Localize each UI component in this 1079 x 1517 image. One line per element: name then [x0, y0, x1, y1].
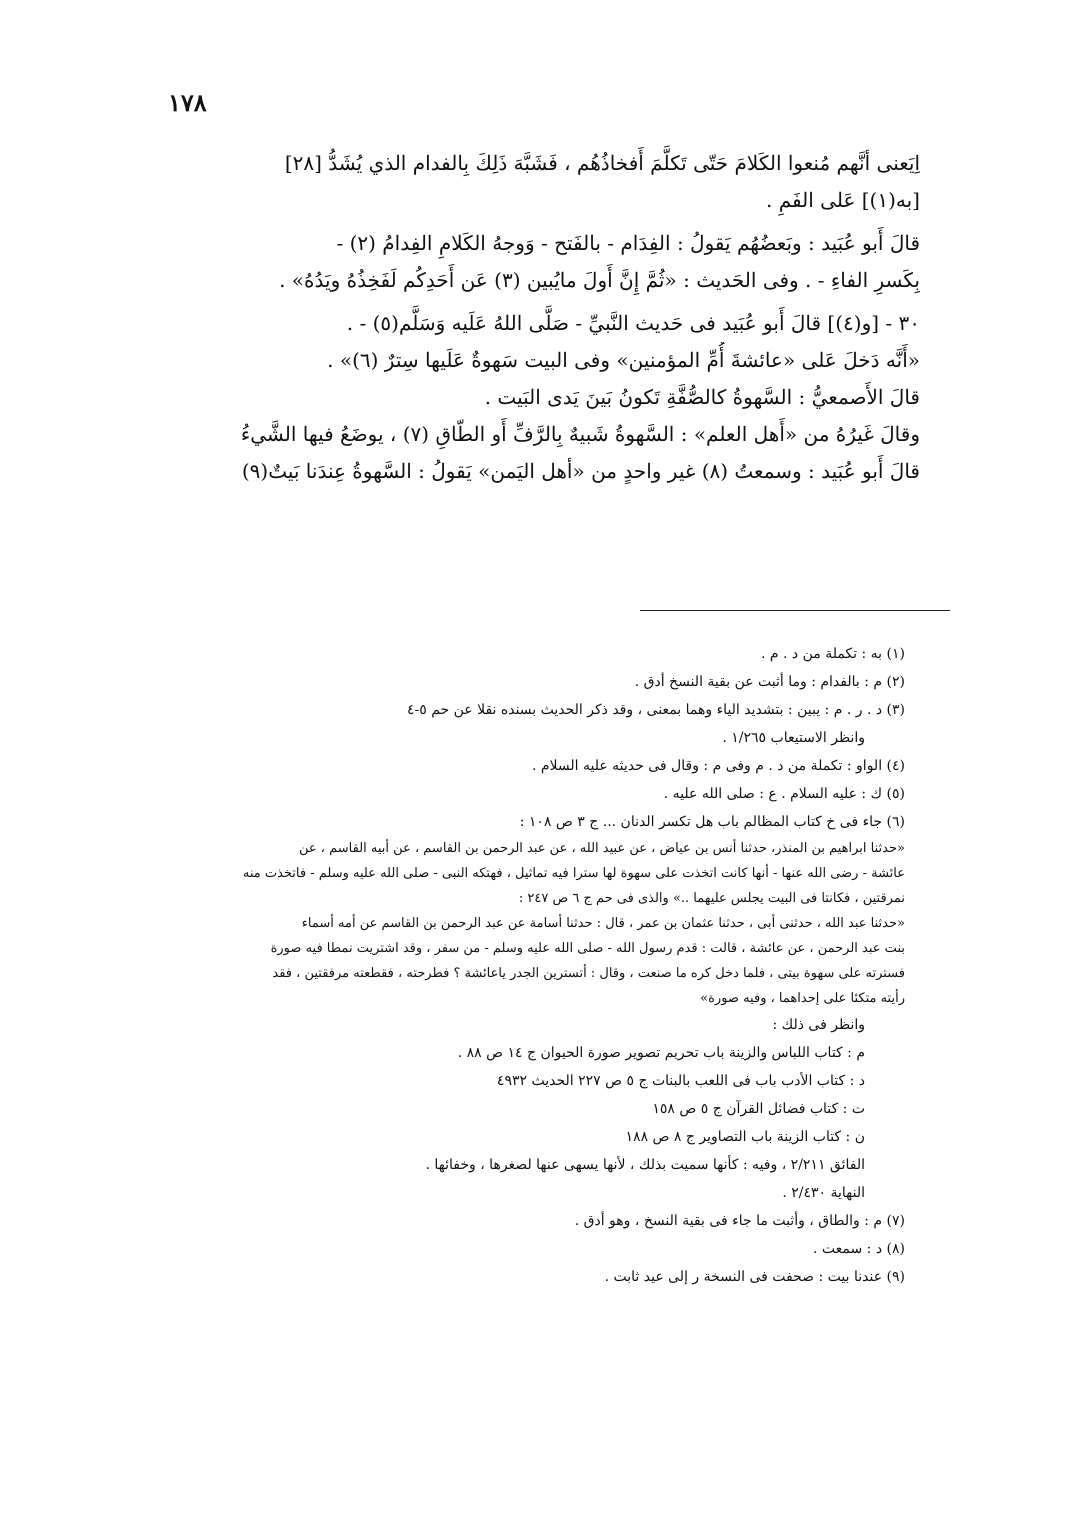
footnote-line: النهاية ٢/٤٣٠ . — [782, 1185, 865, 1201]
page-number: ١٧٨ — [168, 88, 207, 117]
footnote-line: (١) به : تكملة من د . م . — [760, 646, 905, 662]
main-text-line: بِكَسرِ الفاءِ - . وفى الحَديث : «ثُمَّ إِنَّ أَولَ مايُبين (٣) عَن أَحَدِكُم لَفَخِذُهُ ويَدُهُ» . — [279, 268, 920, 292]
footnote-line: وانظر فى ذلك : — [772, 1017, 865, 1033]
footnote-line: «حدثنا ابراهيم بن المنذر، حدثنا أنس بن عياض ، عن عبيد الله ، عن عبد الرحمن بن القاسم ، عن أبيه القاسم ، عن — [299, 841, 905, 856]
main-text-line: [به(١)] عَلى الفَمِ . — [766, 188, 920, 212]
footnote-line: الفائق ٢/٢١١ ، وفيه : كأنها سميت بذلك ، لأنها يسهى عنها لصغرها ، وخفائها . — [425, 1157, 865, 1173]
main-text-line: وقالَ غَيرُهُ من «أَهل العلم» : السَّهوةُ شَبيهٌ بِالرَّفِّ أَو الطّاقِ (٧) ، يوضَعُ فيها الشَّيءُ — [240, 422, 920, 446]
footnote-line: بنت عبد الرحمن ، عن عائشة ، قالت : قدم رسول الله - صلى الله عليه وسلم - من سفر ، وقد اشتريت نمطا فيه صورة — [270, 941, 905, 956]
footnote-line: نمرقتين ، فكانتا فى البيت يجلس عليهما ..» والذى فى حم ج ٦ ص ٢٤٧ : — [518, 891, 905, 906]
footnote-line: (٨) د : سمعت . — [813, 1241, 905, 1257]
footnote-line: وانظر الاستيعاب ١/٢٦٥ . — [722, 730, 865, 746]
footnotes — [100, 640, 905, 1291]
footnote-line: (٥) ك : عليه السلام . ع : صلى الله عليه . — [663, 786, 905, 802]
main-text — [120, 145, 920, 490]
main-text-line: قالَ أَبو عُبَيد : وسمعتُ (٨) غير واحدٍ من «أهل اليَمن» يَقولُ : السَّهوةُ عِندَنا بَيتٌ(٩) — [241, 459, 920, 483]
footnote-line: فسترته على سهوة بيتى ، فلما دخل كره ما صنعت ، وقال : أتسترين الجدر ياعائشة ؟ فطرحته ، فقطعته مرفقتين ، فقد — [272, 966, 905, 981]
main-text-line: ٣٠ - [و(٤)] قالَ أَبو عُبَيد فى حَديث النَّبيِّ - صَلَّى اللهُ عَلَيه وَسَلَّم(٥) - . — [346, 311, 920, 335]
footnote-line: ت : كتاب فضائل القرآن ج ٥ ص ١٥٨ — [652, 1101, 865, 1117]
footnote-line: م : كتاب اللباس والزينة باب تحريم تصوير صورة الحيوان ج ١٤ ص ٨٨ . — [457, 1045, 865, 1061]
main-text-line: قالَ أَبو عُبَيد : وبَعضُهُم يَقولُ : الفِدَام - بالفَتح - وَوجهُ الكَلامِ الفِدامُ (٢) - — [336, 231, 920, 255]
footnote-line: رأيته متكئا على إحداهما ، وفيه صورة» — [700, 991, 905, 1006]
footnote-line: (٦) جاء فى خ كتاب المظالم باب هل تكسر الدنان ... ج ٣ ص ١٠٨ : — [519, 814, 905, 830]
footnote-line: عائشة - رضى الله عنها - أنها كانت اتخذت على سهوة لها سترا فيه تماثيل ، فهتكه النبى - صلى الله عليه وسلم - فاتخذت منه — [242, 866, 905, 881]
footnote-line: (٤) الواو : تكملة من د . م وفى م : وقال فى حديثه عليه السلام . — [531, 758, 905, 774]
main-text-line: اِيَعنى أنَّهم مُنعوا الكَلامَ حَتّى تَكلَّمَ أَفخاذُهُم ، فَشَبَّهَ ذَلِكَ بِالفدام الذي يُشَدُّ [٢٨] — [284, 151, 920, 175]
main-text-line: «أَنَّه دَخلَ عَلى «عائشةَ أُمِّ المؤمنين» وفى البيت سَهوةٌ عَلَيها سِترٌ (٦)» . — [327, 348, 920, 372]
footnote-line: د : كتاب الأدب باب فى اللعب بالبنات ج ٥ ص ٢٢٧ الحديث ٤٩٣٢ — [496, 1073, 865, 1089]
footnote-line: (٢) م : بالفدام : وما أثبت عن بقية النسخ أدق . — [634, 674, 905, 690]
footnote-separator — [640, 610, 950, 611]
main-text-line: قالَ الأَصمعيُّ : السَّهوةُ كالصُّفَّةِ تَكونُ بَينَ يَدى البَيت . — [484, 385, 920, 409]
footnote-line: ن : كتاب الزينة باب التصاوير ج ٨ ص ١٨٨ — [625, 1129, 865, 1145]
footnote-line: (٧) م : والطاق ، وأثبت ما جاء فى بقية النسخ ، وهو أدق . — [574, 1213, 905, 1229]
footnote-line: (٩) عندنا بيت : صحفت فى النسخة ر إلى عيد ثابت . — [604, 1269, 905, 1285]
footnote-line: «حدثنا عبد الله ، حدثنى أبى ، حدثنا عثمان بن عمر ، قال : حدثنا أسامة عن عبد الرحمن بن القاسم عن أمه أسماء — [301, 916, 905, 931]
footnote-line: (٣) د . ر . م : يبين : بتشديد الياء وهما بمعنى ، وقد ذكر الحديث بسنده نقلا عن حم ٥-٤ — [406, 702, 905, 718]
